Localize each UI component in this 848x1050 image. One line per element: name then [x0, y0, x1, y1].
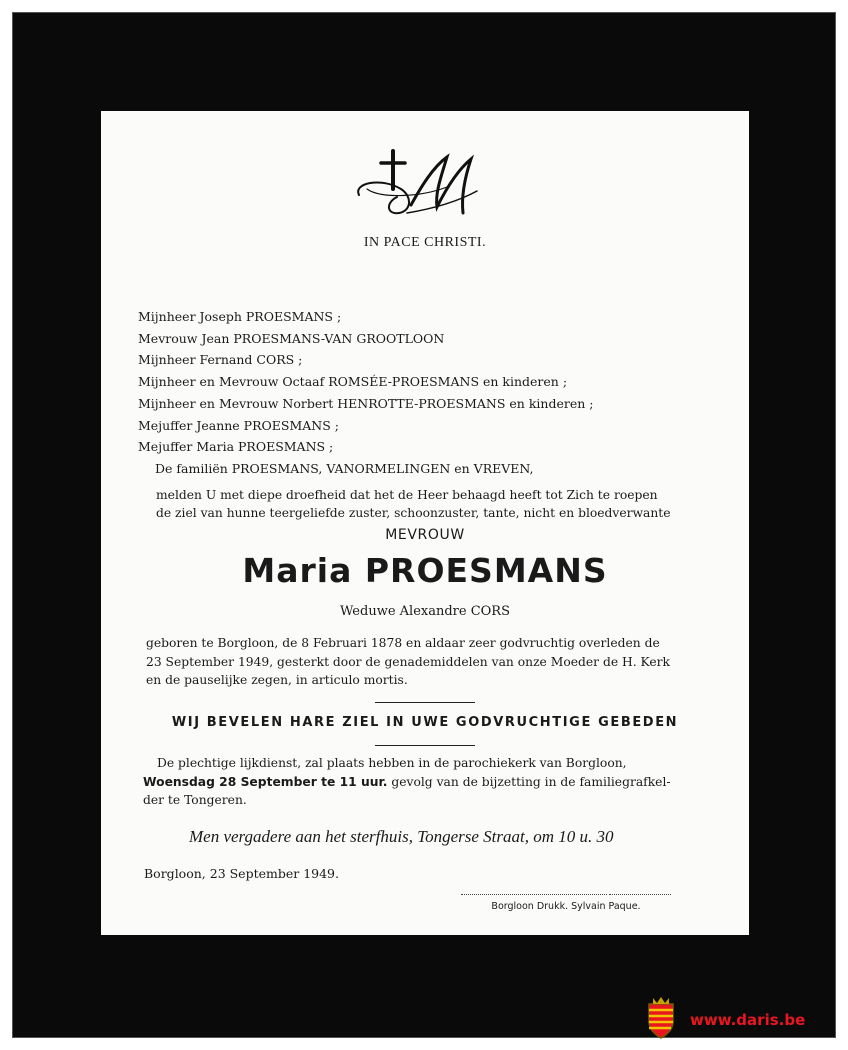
watermark-link[interactable]: www.daris.be: [690, 1011, 806, 1029]
funeral-line: De plechtige lijkdienst, zal plaats hebben in de parochiekerk van Borgloon,: [157, 756, 627, 770]
announcement-line: melden U met diepe droefheid dat het de Heer behaagd heeft tot Zich te roepen: [156, 488, 658, 502]
coat-of-arms-icon: [645, 996, 677, 1040]
memorial-card: [101, 111, 749, 935]
mourners-list: [138, 306, 718, 480]
mourner-line: Mijnheer Joseph PROESMANS ;: [138, 309, 342, 324]
biography-line: 23 September 1949, gesterkt door de genademiddelen van onze Moeder de H. Kerk: [146, 654, 671, 669]
mourner-line: Mevrouw Jean PROESMANS-VAN GROOTLOON: [138, 330, 445, 346]
divider-top: [375, 702, 475, 703]
mourner-line: Mejuffer Maria PROESMANS ;: [138, 439, 334, 455]
funeral-line: der te Tongeren.: [143, 793, 247, 807]
deceased-title: MEVROUW: [385, 527, 465, 543]
funeral-line-rest: gevolg van de bijzetting in de familiegrafkel-: [387, 774, 671, 789]
dotted-rule: [461, 894, 607, 895]
dotted-rule: [609, 894, 671, 895]
place-and-date: Borgloon, 23 September 1949.: [144, 866, 339, 881]
announcement-line: de ziel van hunne teergeliefde zuster, schoonzuster, tante, nicht en bloedverwante: [156, 506, 671, 520]
biography: [146, 634, 716, 690]
divider-bottom: [375, 745, 475, 746]
biography-line: en de pauselijke zegen, in articulo mortis.: [146, 673, 408, 687]
mourner-line: Mijnheer Fernand CORS ;: [138, 352, 303, 368]
deceased-name: Maria PROESMANS: [242, 551, 608, 590]
funeral-line: [143, 773, 723, 792]
mourner-line: Mijnheer en Mevrouw Norbert HENROTTE-PROESMANS en kinderen ;: [138, 395, 594, 411]
mourner-line: Mejuffer Jeanne PROESMANS ;: [138, 417, 339, 433]
cross-monogram-icon: [351, 147, 481, 221]
funeral-date: Woensdag 28 September te 11 uur.: [143, 774, 388, 789]
printer-credit: Borgloon Drukk. Sylvain Paque.: [491, 901, 641, 912]
families-line: De familiën PROESMANS, VANORMELINGEN en VREVEN,: [155, 460, 534, 476]
widow-of: Weduwe Alexandre CORS: [340, 604, 510, 619]
biography-line: geboren te Borgloon, de 8 Februari 1878 en aldaar zeer godvruchtig overleden de: [146, 636, 660, 650]
funeral-details: [143, 754, 723, 810]
motto: IN PACE CHRISTI.: [363, 235, 487, 250]
gathering-notice: Men vergadere aan het sterfhuis, Tongerse Straat, om 10 u. 30: [189, 827, 614, 846]
prayer-request: WIJ BEVELEN HARE ZIEL IN UWE GODVRUCHTIGE GEBEDEN: [171, 715, 679, 730]
announcement: [156, 486, 716, 522]
mourner-line: Mijnheer en Mevrouw Octaaf ROMSÉE-PROESMANS en kinderen ;: [138, 374, 568, 390]
